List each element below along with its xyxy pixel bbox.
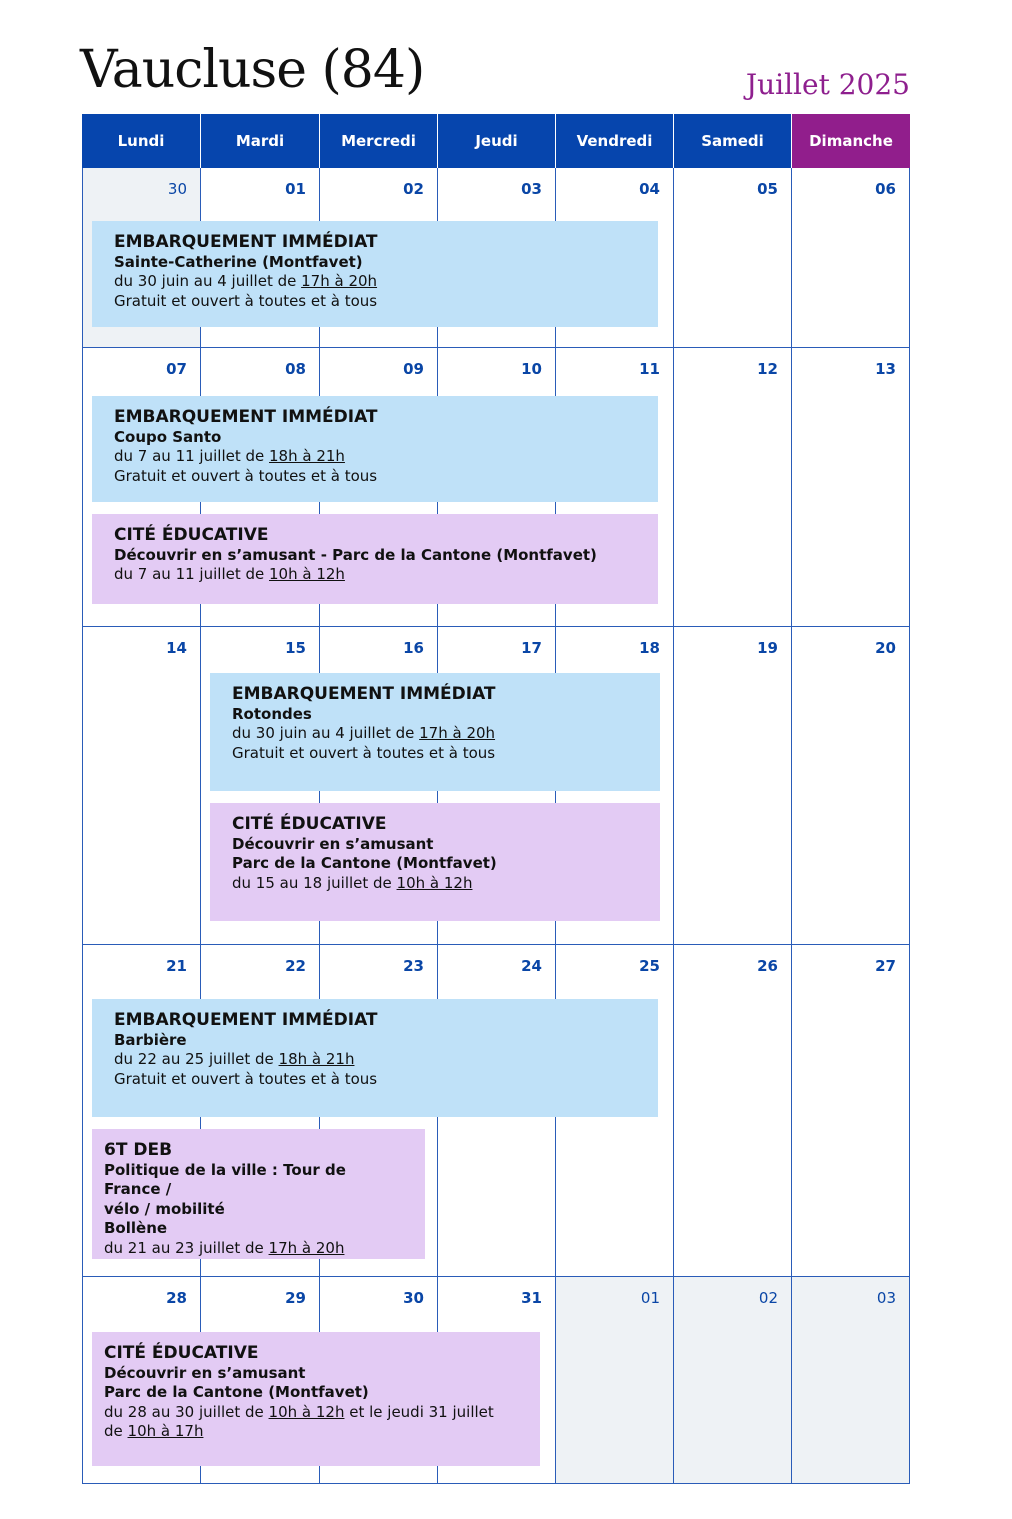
event-subtitle: Politique de la ville : Tour de France / xyxy=(104,1160,346,1198)
day-number: 14 xyxy=(166,639,187,657)
event-note: Gratuit et ouvert à toutes et à tous xyxy=(114,1069,378,1088)
day-number: 28 xyxy=(166,1289,187,1307)
event-dates: du 15 au 18 juillet de 10h à 12h xyxy=(232,873,473,892)
event-cite-educative-cantone-3[interactable] xyxy=(92,1332,540,1466)
event-cite-educative-cantone-2[interactable] xyxy=(210,803,660,921)
day-cell[interactable] xyxy=(82,627,201,945)
day-number: 30 xyxy=(403,1289,424,1307)
day-number: 08 xyxy=(285,360,306,378)
day-number: 11 xyxy=(639,360,660,378)
event-location: Parc de la Cantone (Montfavet) xyxy=(104,1383,369,1401)
day-number: 23 xyxy=(403,957,424,975)
day-number: 31 xyxy=(521,1289,542,1307)
day-number: 22 xyxy=(285,957,306,975)
header-mardi: Mardi xyxy=(201,114,320,168)
day-cell[interactable] xyxy=(674,1277,792,1484)
day-number: 16 xyxy=(403,639,424,657)
event-dates: du 30 juin au 4 juillet de 17h à 20h xyxy=(232,724,496,742)
day-number: 04 xyxy=(639,180,660,198)
event-subtitle: Découvrir en s’amusant xyxy=(104,1363,306,1382)
day-number: 24 xyxy=(521,957,542,975)
header-samedi: Samedi xyxy=(674,114,792,168)
day-cell[interactable] xyxy=(792,627,910,945)
day-number: 18 xyxy=(639,639,660,657)
day-cell[interactable] xyxy=(674,168,792,348)
day-number: 03 xyxy=(876,1289,896,1307)
day-cell[interactable] xyxy=(674,945,792,1277)
event-dates: du 30 juin au 4 juillet de 17h à 20h xyxy=(114,272,378,290)
event-note: Gratuit et ouvert à toutes et à tous xyxy=(114,291,378,310)
event-embarquement-rotondes[interactable] xyxy=(210,673,660,791)
day-cell[interactable] xyxy=(792,168,910,348)
event-dates: du 7 au 11 juillet de 10h à 12h xyxy=(114,565,345,583)
day-number: 01 xyxy=(285,180,306,198)
event-subtitle-cont: vélo / mobilité xyxy=(104,1199,225,1218)
event-note: Gratuit et ouvert à toutes et à tous xyxy=(114,466,378,485)
day-number: 10 xyxy=(521,360,542,378)
day-number: 15 xyxy=(285,639,306,657)
event-title: CITÉ ÉDUCATIVE xyxy=(114,525,269,545)
event-note: Gratuit et ouvert à toutes et à tous xyxy=(232,743,496,762)
day-number: 25 xyxy=(639,957,660,975)
day-number: 03 xyxy=(521,180,542,198)
event-title: 6T DEB xyxy=(104,1140,173,1160)
day-number: 01 xyxy=(640,1289,660,1307)
day-cell[interactable] xyxy=(556,1277,674,1484)
event-6t-deb[interactable] xyxy=(92,1129,425,1259)
day-number: 02 xyxy=(403,180,424,198)
header-vendredi: Vendredi xyxy=(556,114,674,168)
day-number: 20 xyxy=(875,639,896,657)
event-title: EMBARQUEMENT IMMÉDIAT xyxy=(114,232,378,252)
day-number: 19 xyxy=(757,639,778,657)
event-embarquement-coupo-santo[interactable] xyxy=(92,396,658,502)
day-number: 12 xyxy=(757,360,778,378)
event-subtitle: Rotondes xyxy=(232,704,312,723)
event-subtitle: Sainte-Catherine (Montfavet) xyxy=(114,252,363,271)
event-subtitle: Coupo Santo xyxy=(114,427,222,446)
day-cell[interactable] xyxy=(792,1277,910,1484)
day-number: 09 xyxy=(403,360,424,378)
event-embarquement-barbiere[interactable] xyxy=(92,999,658,1117)
event-title: EMBARQUEMENT IMMÉDIAT xyxy=(232,684,496,704)
day-number: 30 xyxy=(167,180,187,198)
day-cell[interactable] xyxy=(674,348,792,627)
day-number: 13 xyxy=(875,360,896,378)
day-number: 05 xyxy=(757,180,778,198)
event-dates: du 22 au 25 juillet de 18h à 21h xyxy=(114,1050,355,1068)
event-embarquement-sainte-catherine[interactable] xyxy=(92,221,658,327)
header-lundi: Lundi xyxy=(82,114,201,168)
page-title: Vaucluse (84) xyxy=(80,40,425,100)
event-subtitle: Barbière xyxy=(114,1030,187,1049)
event-location: Parc de la Cantone (Montfavet) xyxy=(232,854,497,872)
event-title: EMBARQUEMENT IMMÉDIAT xyxy=(114,407,378,427)
header-dimanche: Dimanche xyxy=(792,114,910,168)
event-dates: du 28 au 30 juillet de 10h à 12h et le jeudi 31 juillet xyxy=(104,1402,494,1421)
event-dates-cont: de 10h à 17h xyxy=(104,1422,204,1440)
day-cell[interactable] xyxy=(792,348,910,627)
day-number: 02 xyxy=(758,1289,778,1307)
event-title: EMBARQUEMENT IMMÉDIAT xyxy=(114,1010,378,1030)
day-number: 07 xyxy=(166,360,187,378)
event-dates: du 21 au 23 juillet de 17h à 20h xyxy=(104,1238,345,1257)
event-location: Bollène xyxy=(104,1219,168,1237)
day-cell[interactable] xyxy=(674,627,792,945)
event-title: CITÉ ÉDUCATIVE xyxy=(232,814,387,834)
day-number: 06 xyxy=(875,180,896,198)
event-subtitle: Découvrir en s’amusant xyxy=(232,834,434,853)
event-cite-educative-cantone-1[interactable] xyxy=(92,514,658,604)
day-cell[interactable] xyxy=(792,945,910,1277)
header-mercredi: Mercredi xyxy=(320,114,438,168)
header-jeudi: Jeudi xyxy=(438,114,556,168)
day-number: 21 xyxy=(166,957,187,975)
day-number: 27 xyxy=(875,957,896,975)
month-label: Juillet 2025 xyxy=(745,68,910,101)
event-title: CITÉ ÉDUCATIVE xyxy=(104,1343,259,1363)
day-number: 17 xyxy=(521,639,542,657)
day-number: 29 xyxy=(285,1289,306,1307)
day-number: 26 xyxy=(757,957,778,975)
event-dates: du 7 au 11 juillet de 18h à 21h xyxy=(114,447,345,465)
event-subtitle: Découvrir en s’amusant - Parc de la Cantone (Montfavet) xyxy=(114,545,597,564)
